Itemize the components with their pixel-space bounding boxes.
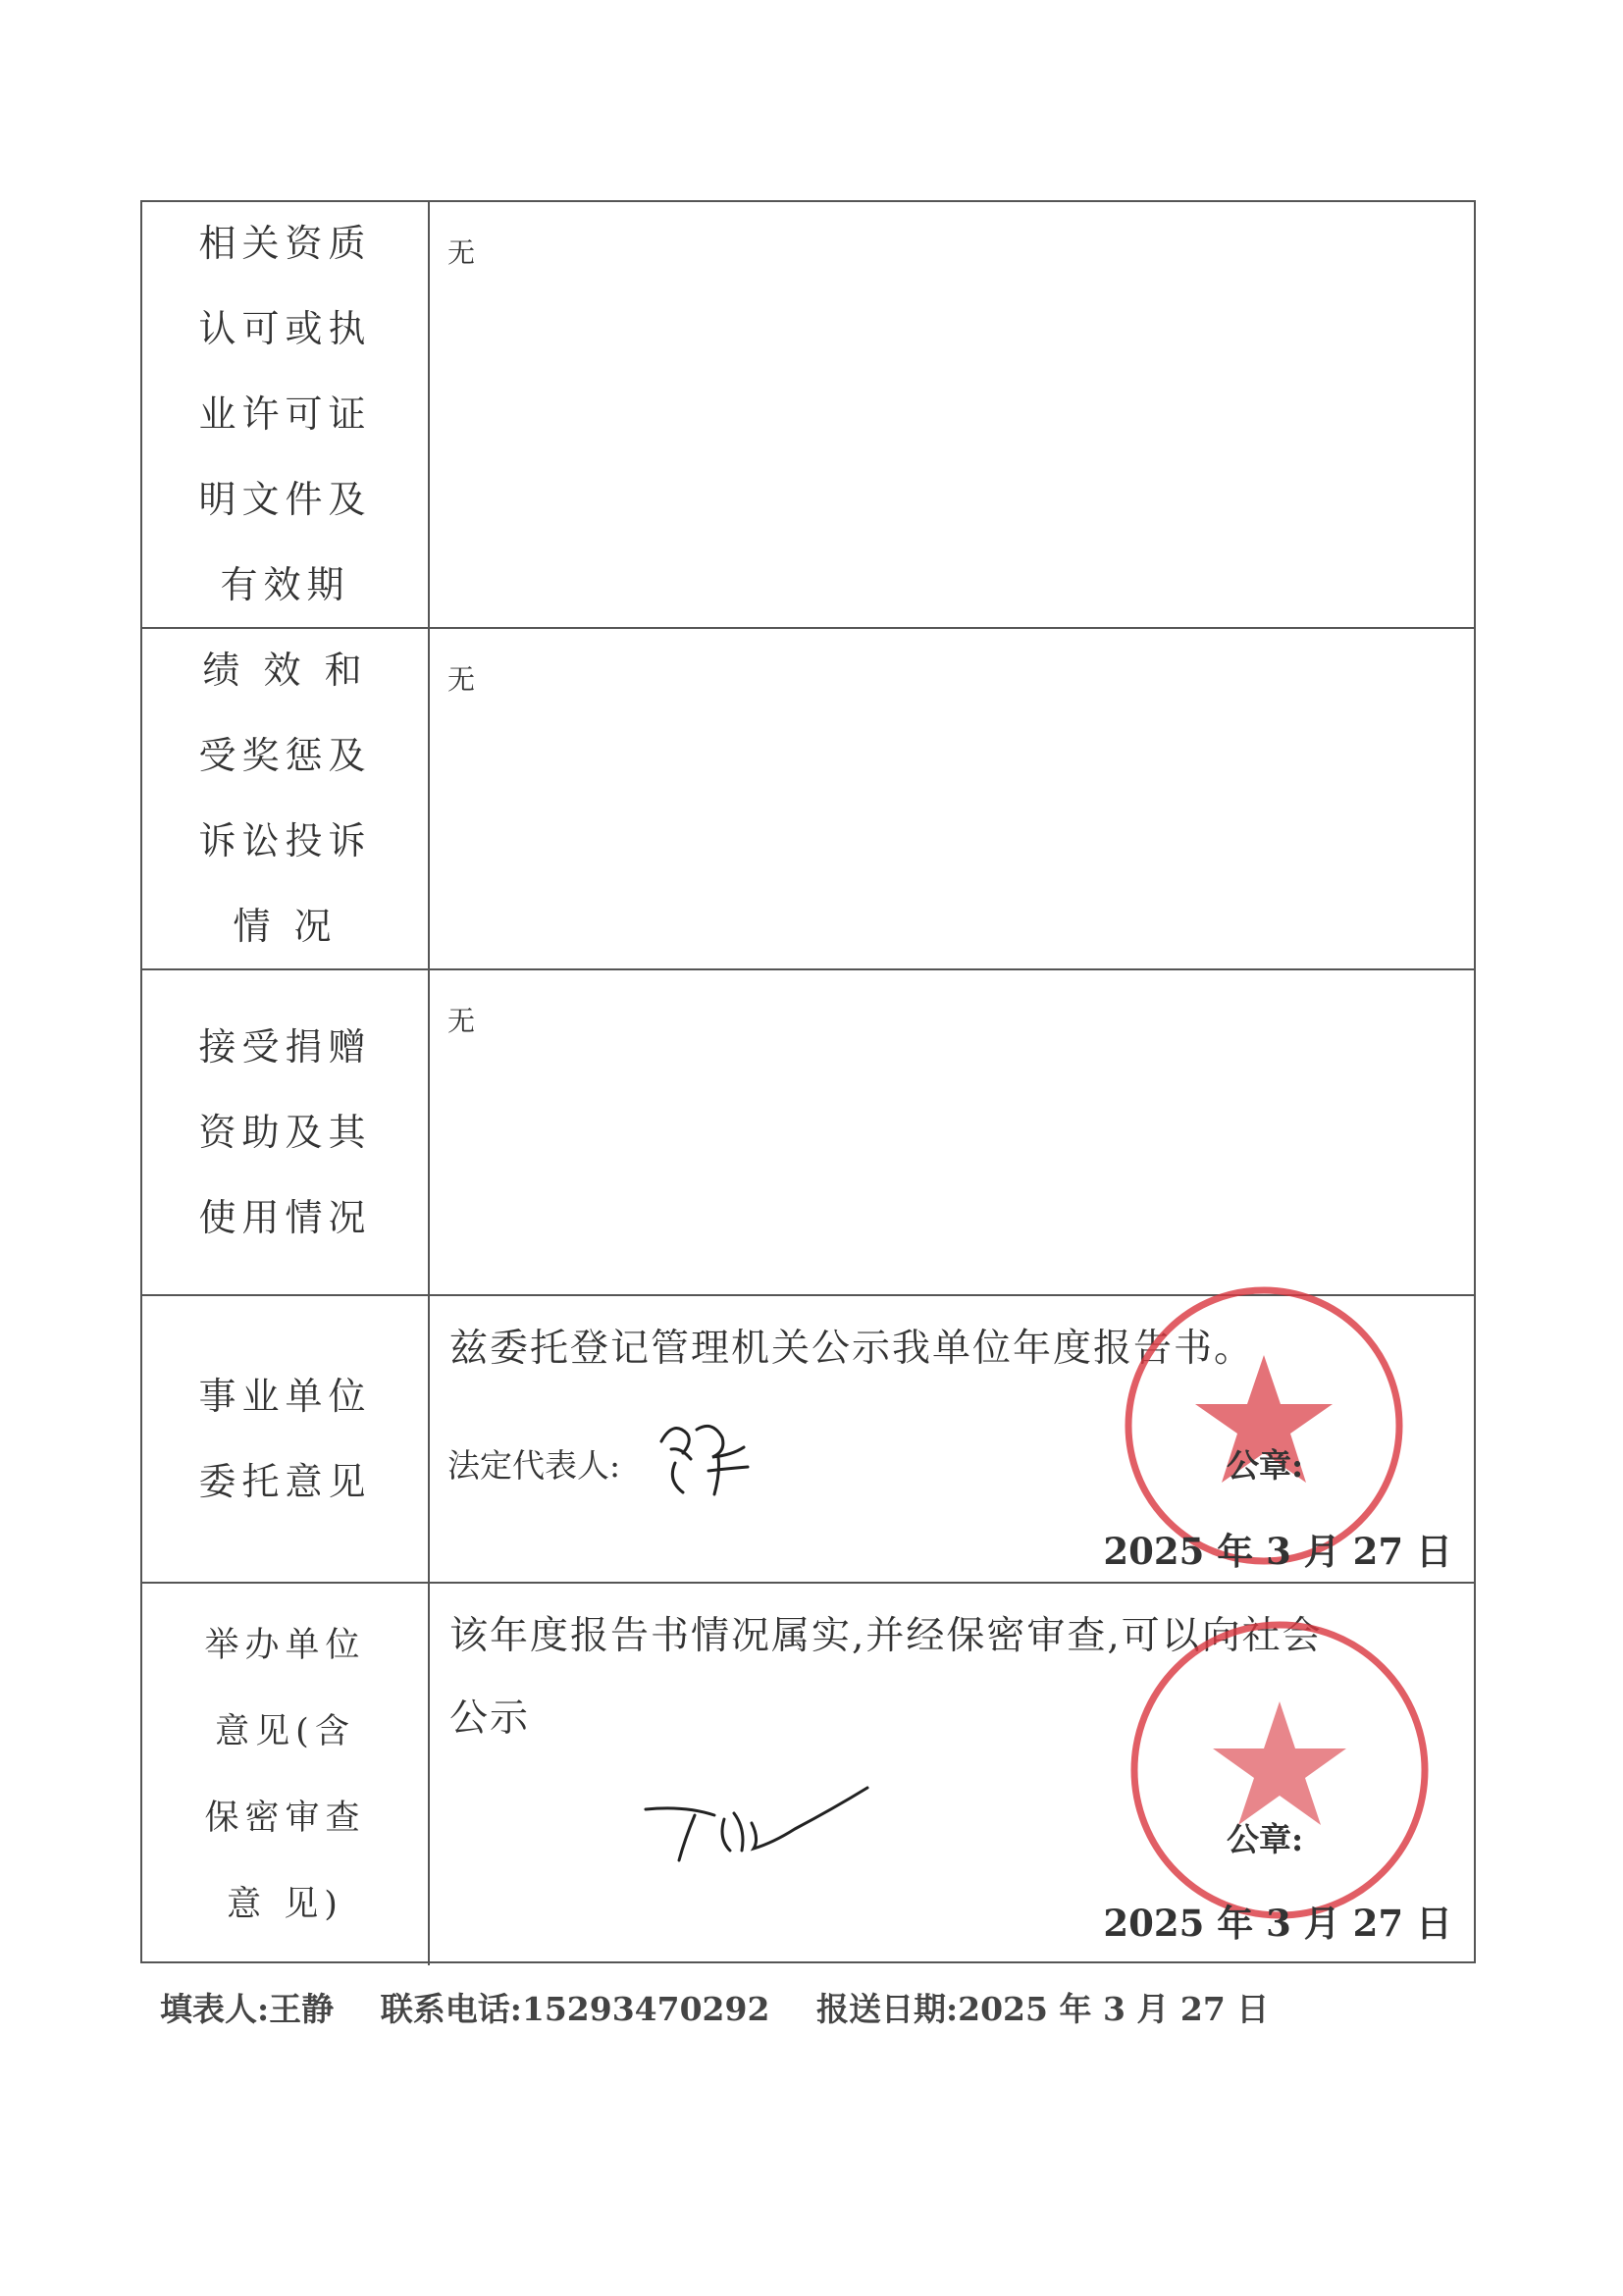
- label-line: 意见(含: [215, 1711, 355, 1751]
- label-line: 情 况: [233, 905, 338, 948]
- commission-date: 2025 年 3 月 27 日: [1103, 1530, 1452, 1573]
- sponsor-content: [430, 1584, 1474, 1965]
- qualification-content: [430, 202, 1474, 627]
- qualification-value: 无: [447, 236, 476, 269]
- seal-label: 公章:: [1227, 1446, 1304, 1485]
- label-line: 绩 效 和: [202, 649, 368, 692]
- sponsor-date: 2025 年 3 月 27 日: [1103, 1902, 1452, 1945]
- performance-row: [142, 629, 1474, 970]
- commission-row: [142, 1296, 1474, 1584]
- legal-rep-signature: [654, 1412, 761, 1500]
- donation-content: [430, 970, 1474, 1294]
- commission-content: [430, 1296, 1474, 1582]
- label-line: 明文件及: [198, 478, 372, 521]
- label-line: 业许可证: [198, 392, 372, 436]
- sponsor-text-line1: 该年度报告书情况属实,并经保密审查,可以向社会: [449, 1614, 1323, 1658]
- sponsor-signature: [636, 1780, 891, 1878]
- label-line: 使用情况: [198, 1195, 372, 1239]
- label-line: 相关资质: [198, 222, 372, 265]
- phone-field: 联系电话:15293470292: [380, 1990, 770, 2028]
- label-line: 诉讼投诉: [198, 819, 372, 862]
- qualification-row: [142, 202, 1474, 629]
- report-date-field: 报送日期:2025 年 3 月 27 日: [815, 1990, 1270, 2028]
- filler-field: 填表人:王静: [160, 1990, 335, 2028]
- label-line: 认可或执: [198, 307, 372, 350]
- commission-label: [142, 1296, 430, 1582]
- label-line: 接受捐赠: [198, 1024, 372, 1069]
- sponsor-official-seal: [1123, 1613, 1437, 1927]
- sponsor-label: [142, 1584, 430, 1965]
- label-line: 意 见): [227, 1884, 343, 1924]
- label-line: 事业单位: [198, 1374, 372, 1418]
- label-line: 受奖惩及: [198, 734, 372, 777]
- report-form-table: [140, 200, 1476, 1963]
- legal-rep-label: 法定代表人:: [447, 1446, 621, 1485]
- label-line: 资助及其: [198, 1110, 372, 1154]
- label-line: 委托意见: [198, 1459, 372, 1503]
- label-line: 保密审查: [204, 1798, 366, 1838]
- label-line: 有效期: [220, 563, 350, 606]
- sponsor-seal-label: 公章:: [1227, 1820, 1304, 1858]
- label-line: 举办单位: [204, 1625, 366, 1665]
- performance-content: [430, 629, 1474, 968]
- sponsor-row: [142, 1584, 1474, 1965]
- sponsor-text-line2: 公示: [449, 1696, 531, 1741]
- performance-label: [142, 629, 430, 968]
- performance-value: 无: [447, 663, 476, 696]
- donation-label: [142, 970, 430, 1294]
- donation-value: 无: [447, 1005, 476, 1037]
- qualification-label: [142, 202, 430, 627]
- donation-row: [142, 970, 1474, 1296]
- form-footer: [160, 1984, 1304, 2030]
- commission-text: 兹委托登记管理机关公示我单位年度报告书。: [449, 1327, 1255, 1371]
